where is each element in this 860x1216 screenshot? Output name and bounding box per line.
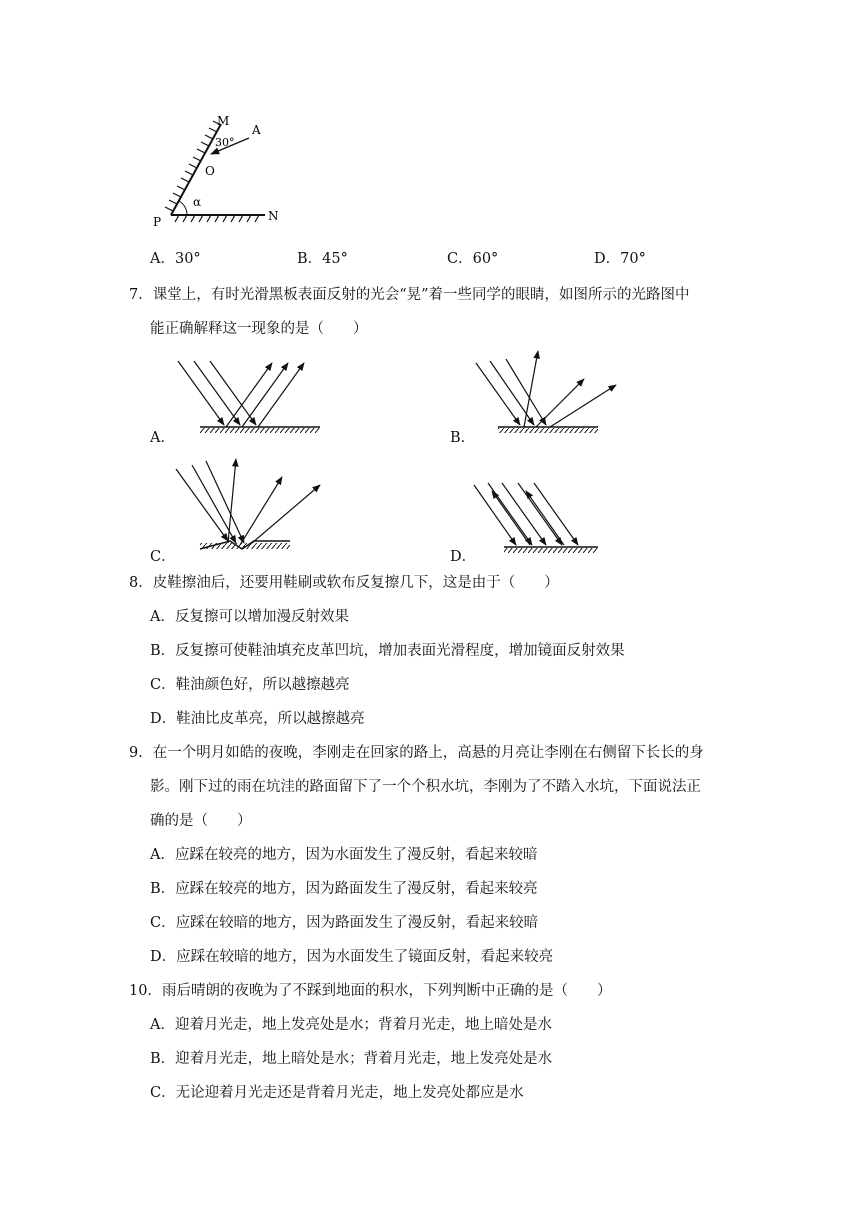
q9-stem-line3: 确的是（ ） <box>150 813 252 829</box>
label-m: M <box>217 114 230 128</box>
q6-option-a: A．30° <box>150 251 201 267</box>
q7-figure-c <box>170 455 340 555</box>
q7-figure-c-label: C． <box>150 549 176 565</box>
q7-figure-b-label: B． <box>450 430 476 446</box>
q8-stem: 8．皮鞋擦油后，还要用鞋刷或软布反复擦几下，这是由于（ ） <box>129 575 559 591</box>
q8-option-a: A．反复擦可以增加漫反射效果 <box>150 609 349 625</box>
q9-option-a: A．应踩在较亮的地方，因为水面发生了漫反射，看起来较暗 <box>150 847 538 863</box>
label-angle: 30° <box>215 136 235 149</box>
mirror-angle-figure <box>145 110 295 230</box>
q6-option-c: C．60° <box>447 251 499 267</box>
q7-figure-d-label: D． <box>450 549 477 565</box>
label-p: P <box>153 215 162 229</box>
q10-stem: 10．雨后晴朗的夜晚为了不踩到地面的积水，下列判断中正确的是（ ） <box>129 983 612 999</box>
q8-option-b: B．反复擦可使鞋油填充皮革凹坑，增加表面光滑程度，增加镜面反射效果 <box>150 643 625 659</box>
q9-option-d: D．应踩在较暗的地方，因为水面发生了镜面反射，看起来较亮 <box>150 949 554 965</box>
label-alpha: α <box>193 195 202 209</box>
q7-stem-line2: 能正确解释这一现象的是（ ） <box>150 321 368 337</box>
q6-option-b: B．45° <box>297 251 348 267</box>
q9-option-b: B．应踩在较亮的地方，因为路面发生了漫反射，看起来较亮 <box>150 881 538 897</box>
q10-option-a: A．迎着月光走，地上发亮处是水；背着月光走，地上暗处是水 <box>150 1017 552 1033</box>
q9-stem-line2: 影。刚下过的雨在坑洼的路面留下了一个个积水坑，李刚为了不踏入水坑，下面说法正 <box>150 779 701 795</box>
q10-option-b: B．迎着月光走，地上暗处是水；背着月光走，地上发亮处是水 <box>150 1051 553 1067</box>
q10-option-c: C．无论迎着月光走还是背着月光走，地上发亮处都应是水 <box>150 1085 524 1101</box>
q8-option-d: D．鞋油比皮革亮，所以越擦越亮 <box>150 711 365 727</box>
q7-figure-b <box>468 345 638 440</box>
alpha-arc <box>179 201 187 215</box>
label-o: O <box>205 164 215 178</box>
q7-figure-a-label: A． <box>150 430 175 446</box>
q7-stem-line1: 7．课堂上，有时光滑黑板表面反射的光会“晃”着一些同学的眼睛，如图所示的光路图中 <box>129 287 690 303</box>
q7-figure-d <box>468 475 638 555</box>
label-n: N <box>268 209 279 223</box>
q6-option-d: D．70° <box>594 251 646 267</box>
q9-option-c: C．应踩在较暗的地方，因为路面发生了漫反射，看起来较暗 <box>150 915 539 931</box>
q9-stem-line1: 9．在一个明月如皓的夜晚，李刚走在回家的路上，高悬的月亮让李刚在右侧留下长长的身 <box>129 745 704 761</box>
q8-option-c: C．鞋油颜色好，所以越擦越亮 <box>150 677 350 693</box>
label-a: A <box>252 123 261 137</box>
mirror-pn <box>171 215 265 222</box>
q7-figure-a <box>170 355 340 440</box>
